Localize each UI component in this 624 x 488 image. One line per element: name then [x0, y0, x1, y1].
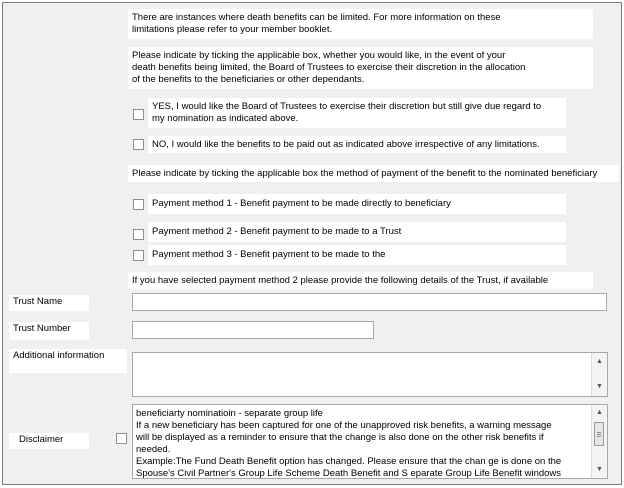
yes-option-line1: YES, I would like the Board of Trustees to exercise their discretion but still give due regard to — [152, 101, 542, 112]
disclaimer-line6: Spouse's Civil Partner's Group Life Scheme Death Benefit and S eparate Group Life Benefit windows — [136, 468, 562, 479]
trust-number-label: Trust Number — [9, 322, 89, 340]
disclaimer-label: Disclaimer — [9, 433, 89, 449]
scroll-thumb[interactable] — [594, 422, 604, 446]
yes-option-panel — [148, 98, 566, 128]
scroll-down-arrow-icon[interactable]: ▼ — [596, 383, 603, 390]
payment-method3-label: Payment method 3 - Benefit payment to be made to the — [152, 249, 386, 260]
scroll-up-arrow-icon[interactable]: ▲ — [596, 358, 603, 365]
additional-info-label: Additional information — [9, 349, 127, 373]
payment-method1-panel — [148, 194, 566, 214]
disclaimer-scrollbar[interactable] — [591, 405, 607, 478]
limitation-info-panel — [128, 9, 593, 39]
trust-note-text: If you have selected payment method 2 please provide the following details of the Trust, if available — [132, 275, 549, 286]
additional-info-scrollbar[interactable] — [591, 353, 607, 396]
limitation-text-line1: There are instances where death benefits can be limited. For more information on these — [132, 12, 501, 23]
payment-method1-label: Payment method 1 - Benefit payment to be made directly to beneficiary — [152, 198, 451, 209]
disclaimer-line1: beneficiarty nominatioin - separate group life — [136, 408, 323, 419]
additional-info-textarea[interactable] — [132, 352, 608, 397]
payment-method2-panel — [148, 222, 566, 242]
discretion-text-line1: Please indicate by ticking the applicable box, whether you would like, in the event of your — [132, 50, 506, 61]
trust-number-input[interactable] — [132, 321, 374, 339]
disclaimer-checkbox[interactable] — [116, 433, 127, 444]
disclaimer-line3: will be displayed as a reminder to ensure that the change is also done on the other risk benefits if — [136, 432, 544, 443]
payment-method3-panel — [148, 245, 566, 265]
payment-method2-label: Payment method 2 - Benefit payment to be made to a Trust — [152, 226, 402, 237]
discretion-instruction-panel — [128, 47, 593, 89]
discretion-text-line3: of the benefits to the beneficiaries or other dependants. — [132, 74, 365, 85]
no-option-label: NO, I would like the benefits to be paid out as indicated above irrespective of any limitations. — [152, 139, 540, 150]
scroll-down-arrow-icon[interactable]: ▼ — [596, 466, 603, 473]
disclaimer-line2: If a new beneficiary has been captured for one of the unapproved risk benefits, a warning message — [136, 420, 552, 431]
beneficiary-form — [2, 2, 622, 485]
yes-option-line2: my nomination as indicated above. — [152, 113, 299, 124]
disclaimer-textbox[interactable] — [132, 404, 608, 479]
limitation-text-line2: limitations please refer to your member booklet. — [132, 24, 333, 35]
yes-discretion-checkbox[interactable] — [133, 109, 144, 120]
payment-instruction-panel — [128, 165, 619, 182]
payment-method2-checkbox[interactable] — [133, 229, 144, 240]
disclaimer-line5: Example:The Fund Death Benefit option has changed. Please ensure that the chan ge is done on the — [136, 456, 562, 467]
trust-name-input[interactable] — [132, 293, 607, 311]
no-option-panel — [148, 136, 566, 153]
trust-name-label: Trust Name — [9, 295, 89, 311]
disclaimer-line4: needed. — [136, 444, 171, 455]
payment-method3-checkbox[interactable] — [133, 250, 144, 261]
payment-method1-checkbox[interactable] — [133, 199, 144, 210]
discretion-text-line2: death benefits being limited, the Board of Trustees to exercise their discretion in the allocation — [132, 62, 526, 73]
no-discretion-checkbox[interactable] — [133, 139, 144, 150]
payment-instruction-text: Please indicate by ticking the applicable box the method of payment of the benefit to the nominated beneficiary — [132, 168, 598, 179]
trust-note-panel — [128, 272, 593, 289]
scroll-up-arrow-icon[interactable]: ▲ — [596, 409, 603, 416]
